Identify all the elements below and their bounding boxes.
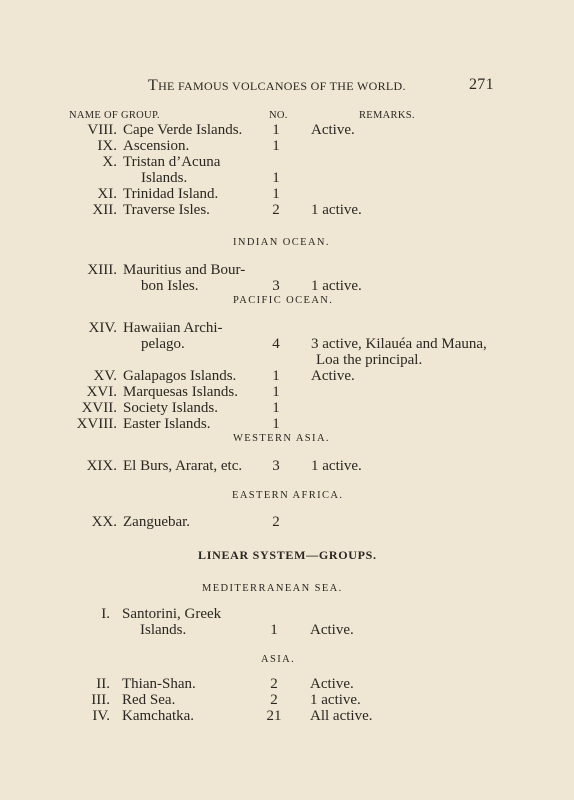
row-name: Hawaiian Archi-	[123, 320, 223, 336]
row-remark: Active.	[311, 122, 355, 138]
column-header-remarks: REMARKS.	[359, 110, 415, 121]
row-remark: Active.	[310, 676, 354, 692]
column-header-no: NO.	[269, 110, 288, 121]
row-roman: XV.	[93, 368, 117, 384]
row-count: 21	[266, 708, 282, 724]
section-heading: WESTERN ASIA.	[233, 433, 330, 444]
section-heading: EASTERN AFRICA.	[232, 490, 344, 501]
row-roman: IX.	[97, 138, 117, 154]
row-name: Easter Islands.	[123, 416, 211, 432]
row-remark: 3 active, Kilauéa and Mauna,	[311, 336, 487, 352]
row-name: Mauritius and Bour-	[123, 262, 246, 278]
running-header-rest: HE FAMOUS VOLCANOES OF THE WORLD.	[158, 79, 406, 93]
row-roman: XX.	[91, 514, 117, 530]
row-count: 2	[270, 676, 278, 692]
row-roman: XVIII.	[76, 416, 117, 432]
row-roman: IV.	[92, 708, 110, 724]
row-remark: 1 active.	[311, 202, 362, 218]
linear-system-heading: LINEAR SYSTEM—GROUPS.	[198, 548, 377, 562]
row-roman: XVI.	[86, 384, 117, 400]
section-heading: MEDITERRANEAN SEA.	[202, 583, 343, 594]
row-remark: Active.	[310, 622, 354, 638]
row-name: Tristan d’Acuna	[123, 154, 221, 170]
row-count: 3	[272, 278, 280, 294]
row-roman: I.	[101, 606, 110, 622]
row-count: 1	[272, 122, 280, 138]
row-name: Marquesas Islands.	[123, 384, 238, 400]
row-name: Kamchatka.	[122, 708, 195, 724]
row-roman: II.	[96, 676, 110, 692]
row-remark: All active.	[310, 708, 373, 724]
row-roman: III.	[91, 692, 110, 708]
row-count: 1	[272, 400, 280, 416]
row-count: 2	[270, 692, 278, 708]
row-count: 1	[272, 384, 280, 400]
row-remark: Active.	[311, 368, 355, 384]
row-roman: XIII.	[87, 262, 117, 278]
row-count: 1	[272, 186, 280, 202]
running-header	[148, 78, 406, 94]
row-roman: X.	[102, 154, 117, 170]
row-count: 1	[272, 170, 280, 186]
row-count: 1	[270, 622, 278, 638]
row-roman: XIV.	[88, 320, 117, 336]
row-remark-continued: Loa the principal.	[316, 352, 423, 368]
column-header-name: NAME OF GROUP.	[69, 110, 160, 121]
row-remark: 1 active.	[311, 278, 362, 294]
section-heading: ASIA.	[261, 654, 296, 665]
row-name: Red Sea.	[122, 692, 176, 708]
section-heading: PACIFIC OCEAN.	[233, 295, 334, 306]
row-roman: XIX.	[86, 458, 117, 474]
row-count: 3	[272, 458, 280, 474]
row-name: Zanguebar.	[123, 514, 191, 530]
row-name: Ascension.	[123, 138, 190, 154]
row-count: 2	[272, 514, 280, 530]
row-name-continued: Islands.	[140, 622, 187, 638]
row-count: 1	[272, 368, 280, 384]
page-number: 271	[469, 76, 494, 93]
row-count: 4	[272, 336, 280, 352]
row-name-continued: bon Isles.	[141, 278, 199, 294]
row-name: Society Islands.	[123, 400, 218, 416]
row-name: El Burs, Ararat, etc.	[123, 458, 243, 474]
row-count: 1	[272, 416, 280, 432]
row-roman: XII.	[92, 202, 117, 218]
row-roman: XVII.	[81, 400, 117, 416]
row-name-continued: pelago.	[141, 336, 185, 352]
row-name-continued: Islands.	[141, 170, 188, 186]
section-heading: INDIAN OCEAN.	[233, 237, 330, 248]
row-roman: XI.	[97, 186, 117, 202]
row-count: 2	[272, 202, 280, 218]
row-name: Santorini, Greek	[122, 606, 222, 622]
row-count: 1	[272, 138, 280, 154]
row-remark: 1 active.	[311, 458, 362, 474]
row-name: Thian-Shan.	[122, 676, 196, 692]
row-name: Galapagos Islands.	[123, 368, 237, 384]
row-name: Traverse Isles.	[123, 202, 210, 218]
row-roman: VIII.	[87, 122, 117, 138]
row-name: Cape Verde Islands.	[123, 122, 243, 138]
row-name: Trinidad Island.	[123, 186, 219, 202]
row-remark: 1 active.	[310, 692, 361, 708]
running-header-initial: T	[148, 77, 159, 94]
